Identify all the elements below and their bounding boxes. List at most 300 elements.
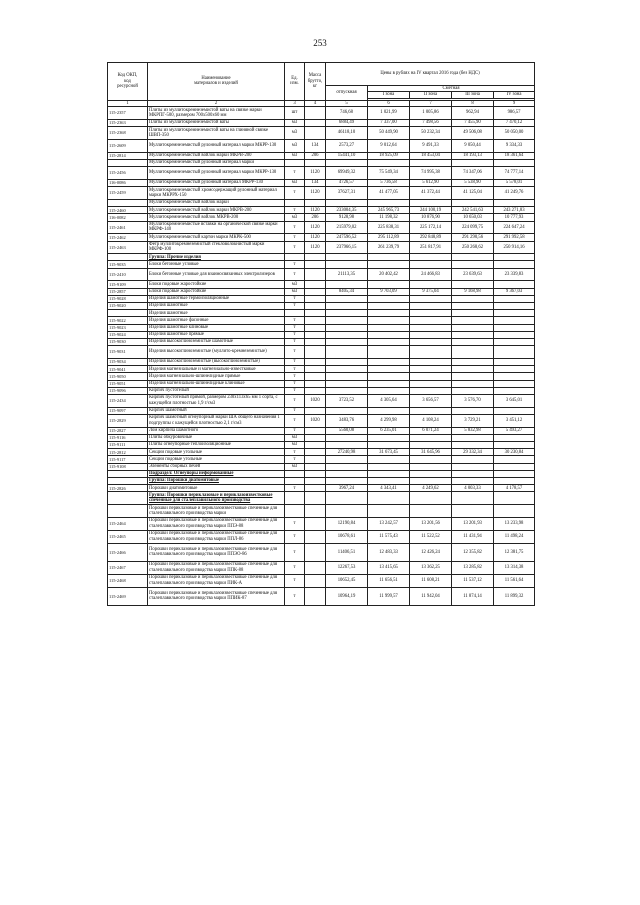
row-unit: т [285, 485, 305, 492]
row-code: 115-2410 [108, 268, 148, 281]
table-row [108, 179, 535, 186]
row-price-zone-3: 13 201,93 [452, 517, 494, 530]
row-price-zone-4 [494, 373, 535, 380]
row-mass [305, 505, 326, 518]
row-unit: т [285, 241, 305, 254]
row-mass [305, 346, 326, 359]
row-price-zone-3: 3 576,70 [452, 394, 494, 407]
row-code: 115-9116 [108, 434, 148, 441]
row-price-zone-1 [368, 317, 410, 324]
row-price-shipping: 21113,35 [326, 268, 368, 281]
table-row [108, 346, 535, 359]
table-row [108, 358, 535, 365]
row-price-zone-2: 5 612,90 [410, 179, 452, 186]
row-price-zone-4 [494, 505, 535, 518]
row-mass [305, 358, 326, 365]
row-price-zone-3: 74 347,06 [452, 167, 494, 180]
row-price-shipping [326, 407, 368, 414]
row-price-zone-2 [410, 295, 452, 302]
row-price-zone-4: 4 178,57 [494, 485, 535, 492]
row-price-zone-3: 9 050,44 [452, 140, 494, 153]
table-row [108, 561, 535, 574]
row-price-zone-2 [410, 387, 452, 394]
row-unit: т [285, 456, 305, 463]
row-name: Муллитокремнеземистый рулонный материал МКРР-130 [148, 179, 285, 186]
row-code: 115-2462 [108, 234, 148, 241]
table-row [108, 295, 535, 302]
row-price-zone-4 [494, 310, 535, 317]
table-row [108, 407, 535, 414]
row-price-zone-4: 11 899,32 [494, 587, 535, 605]
row-price-shipping [326, 505, 368, 518]
row-price-zone-1: 5 736,58 [368, 179, 410, 186]
row-price-zone-4: 12 381,75 [494, 543, 535, 561]
row-mass: 206 [305, 214, 326, 221]
table-row [108, 434, 535, 441]
table-row [108, 470, 535, 477]
header-mass-line1: Масса [308, 73, 322, 79]
row-unit: т [285, 303, 305, 310]
row-unit: т [285, 414, 305, 427]
row-unit: м3 [285, 179, 305, 186]
row-price-shipping: 46118,10 [326, 127, 368, 140]
row-code: 115-2468 [108, 574, 148, 587]
row-unit: т [285, 324, 305, 331]
row-name: Порошки периклазовые и периклазоизвестковые спеченные для сталеплавильного производства марки ППЛ-86 [148, 530, 285, 543]
table-row [108, 530, 535, 543]
row-price-zone-2: 41 372,44 [410, 187, 452, 200]
row-price-zone-2 [410, 477, 452, 484]
row-price-shipping: 8405,34 [326, 288, 368, 295]
row-price-zone-3: 7 455,90 [452, 120, 494, 127]
row-unit [285, 492, 305, 505]
row-name: Блоки подовые жаростойкие [148, 288, 285, 295]
table-row [108, 254, 535, 261]
row-mass: 1020 [305, 394, 326, 407]
row-price-zone-3: 12 355,82 [452, 543, 494, 561]
row-price-zone-3 [452, 505, 494, 518]
row-price-zone-2: 251 817,91 [410, 241, 452, 254]
table-row [108, 338, 535, 345]
row-price-zone-2: 225 172,14 [410, 221, 452, 234]
row-code: 115-9109 [108, 281, 148, 288]
row-price-zone-1 [368, 492, 410, 505]
row-code: 115-2465 [108, 530, 148, 543]
row-price-zone-3: 250 268,62 [452, 241, 494, 254]
row-name: Муллитокремнеземистый войлок марки МКРВ-200 [148, 152, 285, 159]
row-price-zone-2: 3 656,57 [410, 394, 452, 407]
row-price-zone-1 [368, 254, 410, 261]
row-price-zone-3 [452, 261, 494, 268]
row-unit: шт [285, 107, 305, 120]
row-unit: т [285, 530, 305, 543]
row-price-zone-3 [452, 303, 494, 310]
row-price-shipping [326, 456, 368, 463]
row-price-zone-4 [494, 407, 535, 414]
header-mass [305, 63, 326, 101]
row-price-zone-3: 291 290,56 [452, 234, 494, 241]
row-mass [305, 456, 326, 463]
row-price-zone-1 [368, 346, 410, 359]
row-code: 115-2467 [108, 561, 148, 574]
row-mass [305, 380, 326, 387]
row-price-zone-3 [452, 331, 494, 338]
row-name: Секции подовые угольные [148, 456, 285, 463]
row-code: 115-2827 [108, 427, 148, 434]
table-row [108, 214, 535, 221]
table-row [108, 574, 535, 587]
row-price-zone-1: 9 703,09 [368, 288, 410, 295]
row-price-zone-3: 23 639,63 [452, 268, 494, 281]
row-mass [305, 120, 326, 127]
row-price-zone-3 [452, 366, 494, 373]
row-price-zone-1: 11 198,32 [368, 214, 410, 221]
table-row [108, 505, 535, 518]
row-price-shipping [326, 463, 368, 470]
row-price-zone-3 [452, 387, 494, 394]
table-row [108, 414, 535, 427]
row-price-zone-1 [368, 477, 410, 484]
row-price-zone-1 [368, 366, 410, 373]
table-row [108, 288, 535, 295]
row-unit: м3 [285, 152, 305, 159]
row-name: Порошки периклазовые и периклазоизвестковые спеченные для сталеплавильного производства марки ППИК-87 [148, 587, 285, 605]
row-price-zone-3 [452, 442, 494, 449]
row-price-zone-3 [452, 324, 494, 331]
row-price-zone-1: 4 299,98 [368, 414, 410, 427]
table-row [108, 234, 535, 241]
row-mass [305, 434, 326, 441]
row-name: Изделия магнезиальные и магнезиально-известковые [148, 366, 285, 373]
row-price-zone-4 [494, 477, 535, 484]
row-price-zone-1: 20 402,42 [368, 268, 410, 281]
row-name: Муллитокремнеземистый войлок МКРВ-200 [148, 214, 285, 221]
table-row [108, 187, 535, 200]
table-row [108, 241, 535, 254]
row-unit: т [285, 387, 305, 394]
table-row [108, 427, 535, 434]
price-table-wrapper [107, 62, 534, 606]
row-price-zone-1: 11 999,57 [368, 587, 410, 605]
row-unit: т [285, 234, 305, 241]
table-row [108, 366, 535, 373]
table-row [108, 485, 535, 492]
row-name: Кирпич пустотелый прямой, размером 230х113х65 мм 1 сорта, с кажущейся плотностью 1,9 г/см3 [148, 394, 285, 407]
row-mass [305, 373, 326, 380]
row-unit [285, 159, 305, 166]
table-row [108, 331, 535, 338]
row-price-zone-2 [410, 463, 452, 470]
row-price-zone-3: 3 729,21 [452, 414, 494, 427]
header-code [108, 63, 148, 101]
row-mass [305, 407, 326, 414]
row-unit: т [285, 366, 305, 373]
row-name: Порошки периклазовые и периклазоизвестковые спеченные для сталеплавильного производства марки ПИК-А [148, 574, 285, 587]
row-price-zone-1: 4 343,41 [368, 485, 410, 492]
header-mass-line3: кг [312, 84, 318, 90]
row-name: Изделия шамотные клиновые [148, 324, 285, 331]
row-price-shipping [326, 366, 368, 373]
row-code [108, 477, 148, 484]
row-price-zone-3: 41 125,04 [452, 187, 494, 200]
row-code: 115-9117 [108, 456, 148, 463]
row-price-zone-1 [368, 324, 410, 331]
header-shipping: отпускная [326, 86, 368, 101]
row-price-zone-3: 13 285,82 [452, 561, 494, 574]
row-price-shipping [326, 303, 368, 310]
row-price-zone-4 [494, 442, 535, 449]
row-price-zone-4: 986,57 [494, 107, 535, 120]
row-price-shipping: 233004,35 [326, 207, 368, 214]
table-row [108, 199, 535, 206]
row-code: 115-2812 [108, 449, 148, 456]
row-mass [305, 442, 326, 449]
row-price-zone-3: 11 537,12 [452, 574, 494, 587]
row-name: Порошки периклазовые и периклазоизвестковые спеченные для сталеплавильного производства марки ППЭ-88 [148, 517, 285, 530]
header-code-line1: Код ОКП, [117, 73, 138, 79]
row-price-shipping: 5560,08 [326, 427, 368, 434]
row-code: 115-9022 [108, 317, 148, 324]
row-price-zone-4: 11 498,24 [494, 530, 535, 543]
row-price-zone-4 [494, 338, 535, 345]
row-price-zone-4 [494, 346, 535, 359]
row-price-shipping [326, 281, 368, 288]
row-code: 115-2368 [108, 127, 148, 140]
row-price-zone-2 [410, 324, 452, 331]
row-price-shipping: 15441,10 [326, 152, 368, 159]
table-row [108, 477, 535, 484]
row-name: Изделия шамотные термоизоляционные [148, 295, 285, 302]
row-code: 116-0082 [108, 214, 148, 221]
row-code: 115-2829 [108, 414, 148, 427]
row-price-zone-1: 75 549,34 [368, 167, 410, 180]
row-price-zone-1 [368, 387, 410, 394]
row-price-shipping: 69949,32 [326, 167, 368, 180]
row-unit [285, 477, 305, 484]
column-index: 4 [305, 100, 326, 106]
row-price-zone-2: 244 100,19 [410, 207, 452, 214]
row-name: Изделия высокоглиноземистые (муллито-кремнеземистые) [148, 346, 285, 359]
header-unit-line1: Ед. [291, 76, 298, 81]
row-price-shipping [326, 159, 368, 166]
row-code: 115-9108 [108, 463, 148, 470]
row-price-shipping [326, 470, 368, 477]
row-price-zone-4 [494, 281, 535, 288]
row-unit: т [285, 346, 305, 359]
row-price-shipping [326, 373, 368, 380]
row-unit: м3 [285, 463, 305, 470]
row-unit: м3 [285, 120, 305, 127]
row-mass [305, 543, 326, 561]
table-row [108, 268, 535, 281]
header-prices-title: Цены в рублях на IV квартал 2016 года (без НДС) [326, 63, 535, 86]
column-index: 1 [108, 100, 148, 106]
row-price-shipping: 12267,53 [326, 561, 368, 574]
row-price-shipping [326, 331, 368, 338]
row-price-zone-4 [494, 434, 535, 441]
row-price-zone-2: 9 375,04 [410, 288, 452, 295]
row-name: Муллитокремнеземистый рулонный материал марки МКРР-130 [148, 140, 285, 153]
table-row [108, 492, 535, 505]
row-unit: т [285, 427, 305, 434]
row-unit: т [285, 574, 305, 587]
table-row [108, 207, 535, 214]
row-price-shipping: 27240,98 [326, 449, 368, 456]
row-price-shipping [326, 317, 368, 324]
row-mass [305, 324, 326, 331]
row-mass [305, 561, 326, 574]
row-price-zone-3: 5 538,90 [452, 179, 494, 186]
row-mass [305, 310, 326, 317]
table-row [108, 442, 535, 449]
row-price-shipping [326, 324, 368, 331]
row-price-zone-3 [452, 463, 494, 470]
row-code: 115-9024 [108, 331, 148, 338]
row-price-zone-1 [368, 373, 410, 380]
row-code: 115-2461 [108, 221, 148, 234]
row-code: 115-9096 [108, 387, 148, 394]
row-price-zone-3: 962,94 [452, 107, 494, 120]
row-price-zone-2 [410, 338, 452, 345]
row-name: Муллитокремнеземистый рулонный материал марки МКРР-130 [148, 167, 285, 180]
row-price-zone-4 [494, 159, 535, 166]
row-price-zone-2 [410, 380, 452, 387]
row-price-zone-2: 11 522,52 [410, 530, 452, 543]
row-price-zone-1: 7 337,00 [368, 120, 410, 127]
row-mass [305, 317, 326, 324]
row-name: Блоки бетонные угловые для взаимосвязанных электролизеров [148, 268, 285, 281]
row-unit: м3 [285, 288, 305, 295]
row-name: Секции подовые угольные [148, 449, 285, 456]
column-index: 2 [148, 100, 285, 106]
row-code: 115-9111 [108, 442, 148, 449]
row-price-zone-3: 9 168,98 [452, 288, 494, 295]
row-unit: т [285, 295, 305, 302]
row-price-zone-1: 12 483,33 [368, 543, 410, 561]
row-unit [285, 505, 305, 518]
row-price-zone-2: 11 942,04 [410, 587, 452, 605]
row-mass [305, 587, 326, 605]
row-name: Блоки подовые жаростойкие [148, 281, 285, 288]
row-unit [285, 310, 305, 317]
row-price-zone-2: 74 995,38 [410, 167, 452, 180]
row-price-shipping [326, 358, 368, 365]
row-mass [305, 485, 326, 492]
row-price-zone-1: 31 673,45 [368, 449, 410, 456]
row-name: Плиты огнеупорные теплоизоляционные [148, 442, 285, 449]
row-name: Изделия шамотные фасонные [148, 317, 285, 324]
row-mass: 1020 [305, 414, 326, 427]
row-price-zone-2 [410, 358, 452, 365]
row-price-zone-1 [368, 463, 410, 470]
row-price-zone-2 [410, 456, 452, 463]
row-code: 115-9035 [108, 261, 148, 268]
row-name: Муллитокремнеземистый войлок марки [148, 199, 285, 206]
row-price-zone-4 [494, 380, 535, 387]
row-price-shipping [326, 434, 368, 441]
row-price-zone-1 [368, 261, 410, 268]
row-mass [305, 281, 326, 288]
row-price-zone-1: 50 449,90 [368, 127, 410, 140]
table-row [108, 543, 535, 561]
row-price-shipping [326, 387, 368, 394]
row-price-zone-2 [410, 492, 452, 505]
row-price-zone-4 [494, 387, 535, 394]
row-price-zone-2 [410, 373, 452, 380]
row-code: 115-9031 [108, 346, 148, 359]
row-name: Муллитокремнеземистые вставки на органической связке марки МКРФ-140 [148, 221, 285, 234]
row-price-zone-2: 10 876,90 [410, 214, 452, 221]
row-price-zone-1 [368, 358, 410, 365]
row-code: 116-0086 [108, 179, 148, 186]
row-code [108, 199, 148, 206]
row-price-zone-4 [494, 303, 535, 310]
row-price-shipping [326, 261, 368, 268]
row-price-zone-4 [494, 470, 535, 477]
row-price-shipping: 4726,57 [326, 179, 368, 186]
row-price-zone-2: 31 645,96 [410, 449, 452, 456]
row-code: 115-9030 [108, 338, 148, 345]
row-code: 115-9020 [108, 303, 148, 310]
row-name: Кирпич пустотелый [148, 387, 285, 394]
header-unit [285, 63, 305, 101]
row-name: Порошки периклазовые и периклазоизвестковые спеченные для сталеплавильного производства марки ППЭО-86 [148, 543, 285, 561]
row-price-zone-2 [410, 470, 452, 477]
row-price-zone-4: 5 493,27 [494, 427, 535, 434]
row-mass [305, 449, 326, 456]
row-price-zone-4: 13 314,38 [494, 561, 535, 574]
table-row [108, 394, 535, 407]
table-row [108, 261, 535, 268]
row-price-zone-4: 13 233,98 [494, 517, 535, 530]
header-estimate: Сметная [368, 86, 535, 92]
row-price-zone-4 [494, 366, 535, 373]
row-price-zone-2 [410, 346, 452, 359]
row-price-zone-3: 11 874,14 [452, 587, 494, 605]
row-price-zone-3 [452, 310, 494, 317]
row-code: 115-2814 [108, 152, 148, 159]
column-index: 8 [452, 100, 494, 106]
row-price-zone-2: 13 362,25 [410, 561, 452, 574]
row-mass: 1120 [305, 207, 326, 214]
row-price-zone-4 [494, 295, 535, 302]
row-price-zone-4 [494, 358, 535, 365]
row-price-zone-1 [368, 310, 410, 317]
row-name: Группа: Порошки периклазовые и периклазоизвестковые спеченные для сталеплавильного производства [148, 492, 285, 505]
row-price-shipping: 247596,52 [326, 234, 368, 241]
row-unit: т [285, 517, 305, 530]
row-unit: м3 [285, 127, 305, 140]
row-unit: т [285, 449, 305, 456]
row-price-zone-1 [368, 442, 410, 449]
row-mass [305, 427, 326, 434]
price-table [107, 62, 535, 606]
row-price-zone-1 [368, 380, 410, 387]
row-name: Изделия шамотные [148, 303, 285, 310]
row-price-zone-1: 11 575,43 [368, 530, 410, 543]
row-mass [305, 574, 326, 587]
row-price-zone-3 [452, 456, 494, 463]
row-mass [305, 199, 326, 206]
header-zone-3: III зона [452, 92, 494, 98]
row-price-zone-2 [410, 303, 452, 310]
header-zone-1: I зона [368, 92, 410, 98]
row-price-zone-4 [494, 463, 535, 470]
row-code: 115-2826 [108, 485, 148, 492]
row-price-zone-2: 13 201,56 [410, 517, 452, 530]
row-price-zone-2: 6 071,24 [410, 427, 452, 434]
row-code [108, 492, 148, 505]
